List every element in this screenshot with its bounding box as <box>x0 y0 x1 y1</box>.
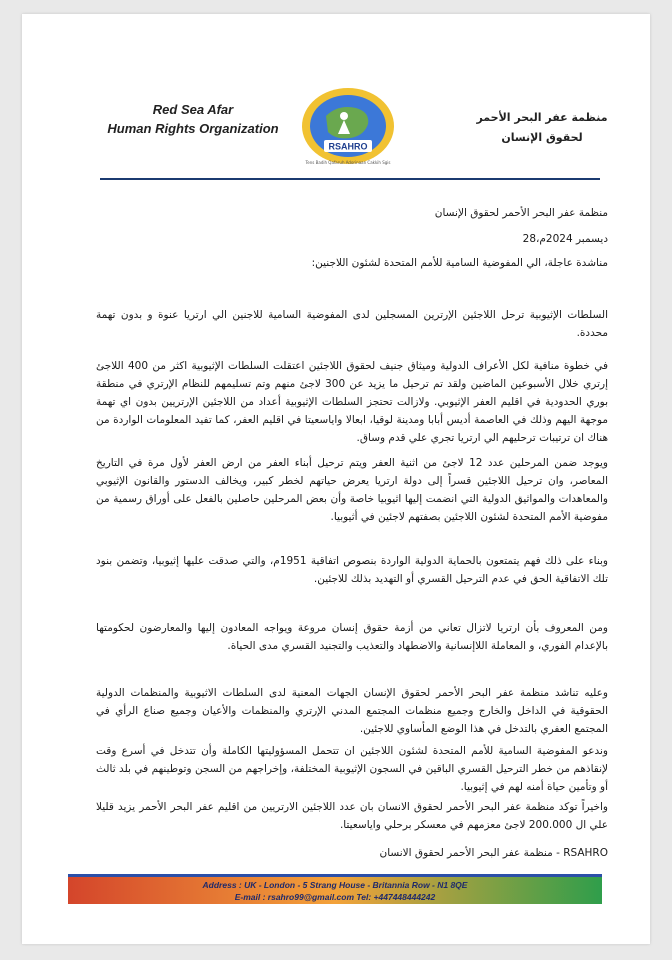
letter-signature: RSAHRO - منظمة عفر البحر الأحمر لحقوق الانسان <box>379 847 608 859</box>
paragraph-2: ويوجد ضمن المرحلين عدد 12 لاجئ من اثنية العفر ويتم ترحيل أبناء العفر من ارض العفر لأول مرة في التاريخ المعاصر، وان ترحيل اللاجئين قسراً إلى دولة ارتريا يعرض حياتهم لخطر كبير، ويخالف الدستور والقانون الإثيوبي والمعاهدات والمواثيق الدولية التي انضمت إليها اثيوبيا خاصة وأن بعض المرحلين حاصلين بالفعل على أوراق رسمية من مفوضية الأمم المتحدة لشئون اللاجئين بصفتهم لاجئين في أثيوبيا. <box>96 457 608 523</box>
org-name-en-line2: Human Rights Organization <box>107 121 279 136</box>
header-divider <box>100 178 600 180</box>
letter-sender: منظمة عفر البحر الأحمر لحقوق الإنسان <box>434 207 608 219</box>
org-name-en-line1: Red Sea Afar <box>152 102 234 117</box>
logo-text: RSAHRO <box>328 141 368 152</box>
org-name-english <box>98 100 288 138</box>
org-name-arabic <box>462 108 622 148</box>
rsahro-logo <box>298 86 398 170</box>
org-name-ar-line2: لحقوق الإنسان <box>501 131 583 144</box>
footer-address: Address : UK - London - 5 Strang House - Britannia Row - N1 8QE <box>202 880 468 890</box>
logo-figure-head <box>340 112 348 120</box>
logo-caption: Tens Badih Qafaruh Adorinaan Cakkih Sgis <box>305 160 391 165</box>
org-name-ar-line1: منظمة عفر البحر الأحمر <box>476 111 608 124</box>
letter-date: ديسمبر 2024م،28 <box>522 233 608 245</box>
footer-email: E-mail : rsahro99@gmail.com Tel: +447448444242 <box>234 892 436 902</box>
paragraph-6: وندعو المفوضية السامية للأمم المتحدة لشئون اللاجئين ان تتحمل المسؤوليتها الكاملة وأن تتدخل في أسرع وقت لإنقاذهم من خطر الترحيل القسري الباقين في السجون الإثيوبية المختلفة، وإخراجهم من السجن وتوطينهم في بلد ثالث أو وتأمين حياة أمنه لهم في إثيوبيا. <box>96 745 608 793</box>
paragraph-3: وبناء على ذلك فهم يتمتعون بالحماية الدولية الواردة بنصوص اتفاقية 1951م، والتي صدقت عليها إثيوبيا، وتضمن بنود تلك الاتفاقية الحق في عدم الترحيل القسري أو التهديد بذلك للاجئين. <box>96 555 608 585</box>
footer-address-band <box>68 874 602 904</box>
letter-headline: السلطات الإثيوبية ترحل اللاجئين الإرترين المسجلين لدى المفوضية السامية للاجنين الي ارتريا عنوة و بدون تهمة محددة. <box>96 309 608 339</box>
paragraph-1: في خطوة منافية لكل الأعراف الدولية وميثاق جنيف لحقوق اللاجئين اعتقلت السلطات الإثيوبية اكثر من 400 اللاجئ إرتري خلال الأسبوعين الماضين ولقد تم ترحيل ما يزيد عن 300 لاجئ منهم وتم تسليمهم للنظام الإرتري في منطقة بوري الحدودية في اقليم العفر الإثيوبي. ولازالت تحتجز السلطات الإثيوبية أعداد من اللاجئين الإرتريين بدون اي تهمة موجهة اليهم وذلك في العاصمة أديس أبابا ومدينة لوقيا، ابعالا واياسعيتا في اقليم العفر، كما تفيد المعلومات الواردة من هناك ان ترتيبات ترحليهم الي ارتريا تجري علي قدم وساق. <box>96 360 608 444</box>
paragraph-5: وعليه تناشد منظمة عفر البحر الأحمر لحقوق الإنسان الجهات المعنية لدى السلطات الاثيوبية والمنظمات الدولية الحقوقية في الداخل والخارج وجميع منظمات المجتمع المدني الإرتري والمنظمات والأعيان وجميع صناع الرأي في المجتمع العفري بالتدخل في هذا الوضع المأساوي للاجئين. <box>96 687 608 735</box>
paragraph-7: واخيراً توكد منظمة عفر البحر الأحمر لحقوق الانسان بان عدد اللاجئين الارتريين من اقليم عفر البحر الأحمر يزيد قليلا علي ال 200.000 لاجئ معزمهم في معسكر برحلي واياسعيتا. <box>96 801 608 831</box>
paragraph-4: ومن المعروف بأن ارتريا لاتزال تعاني من أزمة حقوق إنسان مروعة ويواجه المعادون إليها والمعارضون لحكومتها بالإعدام الفوري، و المعاملة اللاإنسانية والاضطهاد والتعذيب والتجنيد القسري مدى الحياة. <box>96 622 608 652</box>
letter-subject: مناشدة عاجلة، الي المفوضية السامية للأمم المتحدة لشئون اللاجنين: <box>311 257 608 269</box>
